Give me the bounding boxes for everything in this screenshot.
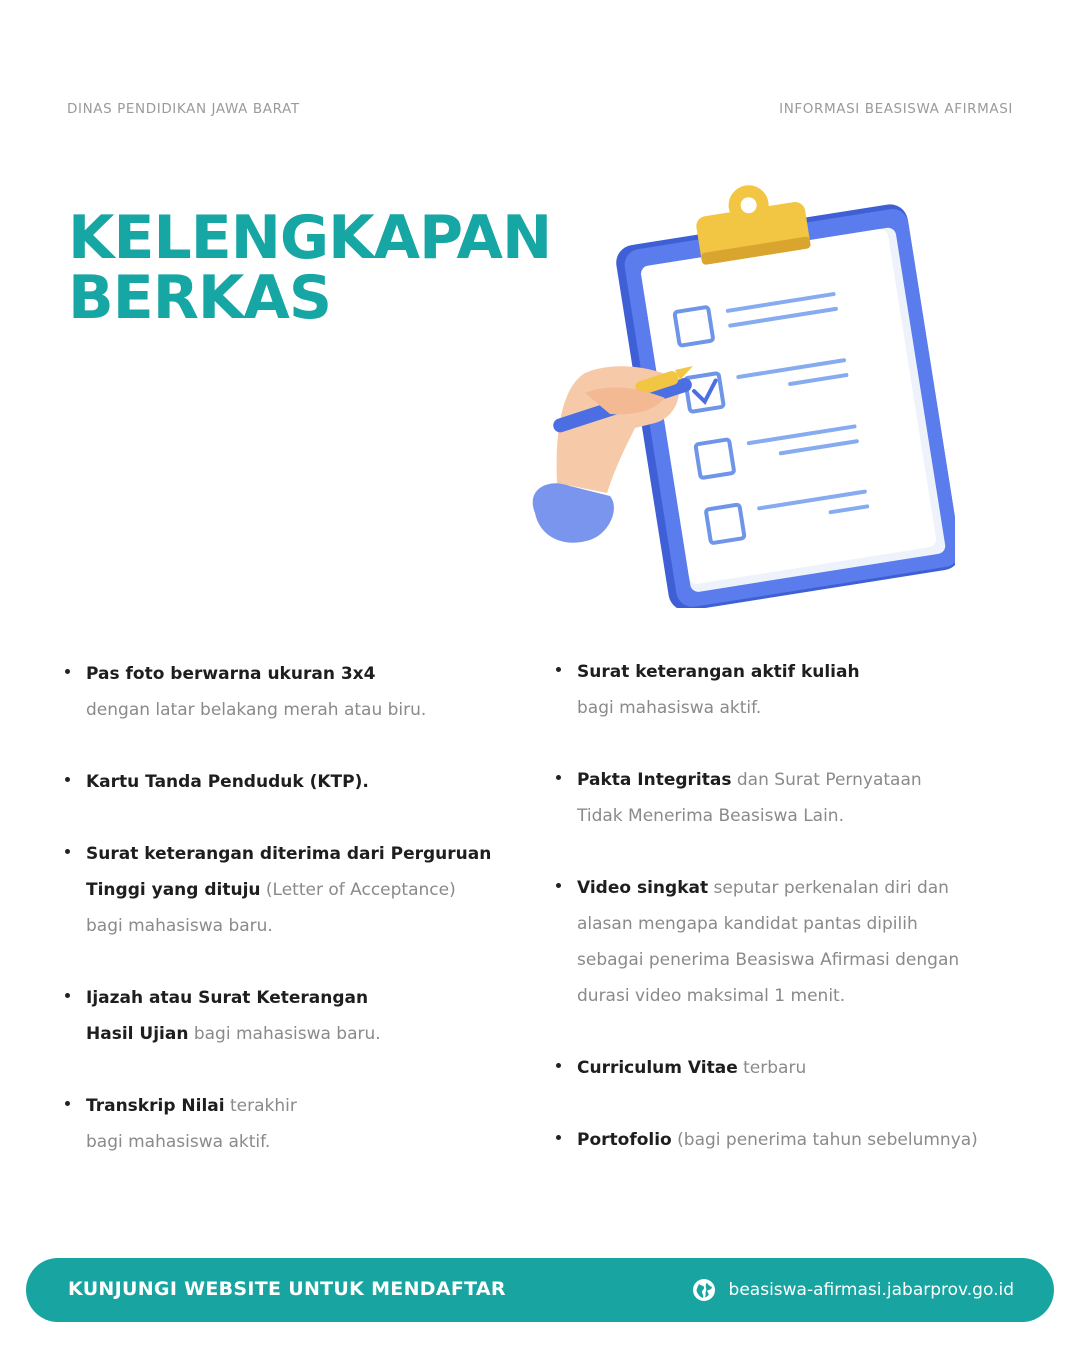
requirement-line (556, 870, 1026, 906)
requirement-line (65, 1016, 525, 1052)
requirement-bold-text: Ijazah atau Surat Keterangan (86, 988, 369, 1008)
header-right: INFORMASI BEASISWA AFIRMASI (779, 101, 1013, 117)
requirement-text: alasan mengapa kandidat pantas dipilih (577, 914, 918, 934)
requirement-item (556, 762, 1026, 834)
requirement-line (65, 836, 525, 872)
requirement-text: terbaru (737, 1058, 807, 1078)
bullet-dot (556, 1063, 561, 1068)
bullet-dot (65, 669, 70, 674)
requirement-text: (bagi penerima tahun sebelumnya) (671, 1130, 978, 1150)
requirement-line (65, 872, 525, 908)
bullet-dot (65, 993, 70, 998)
requirement-bold-text: Video singkat (577, 878, 709, 898)
requirement-line (556, 654, 1026, 690)
requirement-item (556, 1122, 1026, 1158)
requirement-line (65, 980, 525, 1016)
bullet-dot (65, 849, 70, 854)
bullet-dot (556, 667, 561, 672)
requirement-bold-text: Surat keterangan diterima dari Perguruan (86, 844, 492, 864)
page-title (68, 203, 552, 333)
page-title-line-1: KELENGKAPAN (68, 203, 552, 273)
requirement-bold-text: Pas foto berwarna ukuran 3x4 (86, 664, 376, 684)
requirement-text: bagi mahasiswa baru. (188, 1024, 381, 1044)
requirement-line (556, 906, 1026, 942)
requirement-line (556, 1122, 1026, 1158)
requirement-line (556, 762, 1026, 798)
requirement-item (556, 654, 1026, 726)
requirement-item (556, 1050, 1026, 1086)
requirement-text: bagi mahasiswa aktif. (577, 698, 762, 718)
requirement-bold-text: Surat keterangan aktif kuliah (577, 662, 860, 682)
clipboard-checklist-icon (515, 178, 955, 608)
requirement-line (65, 1124, 525, 1160)
requirement-line (556, 978, 1026, 1014)
requirement-item (65, 764, 525, 800)
requirement-bold-text: Pakta Integritas (577, 770, 732, 790)
requirement-line (65, 1088, 525, 1124)
footer-banner[interactable] (26, 1258, 1054, 1322)
requirement-text: bagi mahasiswa aktif. (86, 1132, 271, 1152)
requirement-line (65, 656, 525, 692)
requirement-bold-text: Portofolio (577, 1130, 672, 1150)
requirement-bold-text: Curriculum Vitae (577, 1058, 738, 1078)
bullet-dot (556, 883, 561, 888)
requirement-bold-text: Transkrip Nilai (86, 1096, 225, 1116)
requirement-text: durasi video maksimal 1 menit. (577, 986, 846, 1006)
requirement-text: (Letter of Acceptance) (260, 880, 456, 900)
footer-cta[interactable]: KUNJUNGI WEBSITE UNTUK MENDAFTAR (68, 1278, 506, 1300)
requirement-line (556, 798, 1026, 834)
bullet-dot (65, 1101, 70, 1106)
requirement-line (65, 908, 525, 944)
page-title-line-2: BERKAS (68, 263, 332, 333)
bullet-dot (556, 775, 561, 780)
requirement-bold-text: Hasil Ujian (86, 1024, 189, 1044)
bullet-dot (65, 777, 70, 782)
requirement-line (65, 692, 525, 728)
clipboard-illustration (515, 178, 955, 608)
requirement-bold-text: Kartu Tanda Penduduk (KTP). (86, 772, 369, 792)
requirement-text: dengan latar belakang merah atau biru. (86, 700, 427, 720)
requirement-item (65, 1088, 525, 1160)
requirement-text: bagi mahasiswa baru. (86, 916, 273, 936)
header-left: DINAS PENDIDIKAN JAWA BARAT (67, 101, 300, 117)
requirement-item (65, 980, 525, 1052)
requirement-text: terakhir (224, 1096, 297, 1116)
requirement-line (556, 690, 1026, 726)
footer-website-link[interactable] (692, 1278, 1014, 1302)
footer-url[interactable]: beasiswa-afirmasi.jabarprov.go.id (728, 1280, 1014, 1300)
requirement-item (65, 656, 525, 728)
requirement-text: sebagai penerima Beasiswa Afirmasi dengan (577, 950, 960, 970)
requirement-bold-text: Tinggi yang dituju (86, 880, 261, 900)
requirement-item (65, 836, 525, 944)
requirement-line (65, 764, 525, 800)
requirement-line (556, 942, 1026, 978)
requirement-text: Tidak Menerima Beasiswa Lain. (577, 806, 844, 826)
requirement-item (556, 870, 1026, 1014)
requirement-text: seputar perkenalan diri dan (708, 878, 949, 898)
bullet-dot (556, 1135, 561, 1140)
requirement-line (556, 1050, 1026, 1086)
globe-icon (692, 1278, 716, 1302)
requirement-text: dan Surat Pernyataan (731, 770, 922, 790)
